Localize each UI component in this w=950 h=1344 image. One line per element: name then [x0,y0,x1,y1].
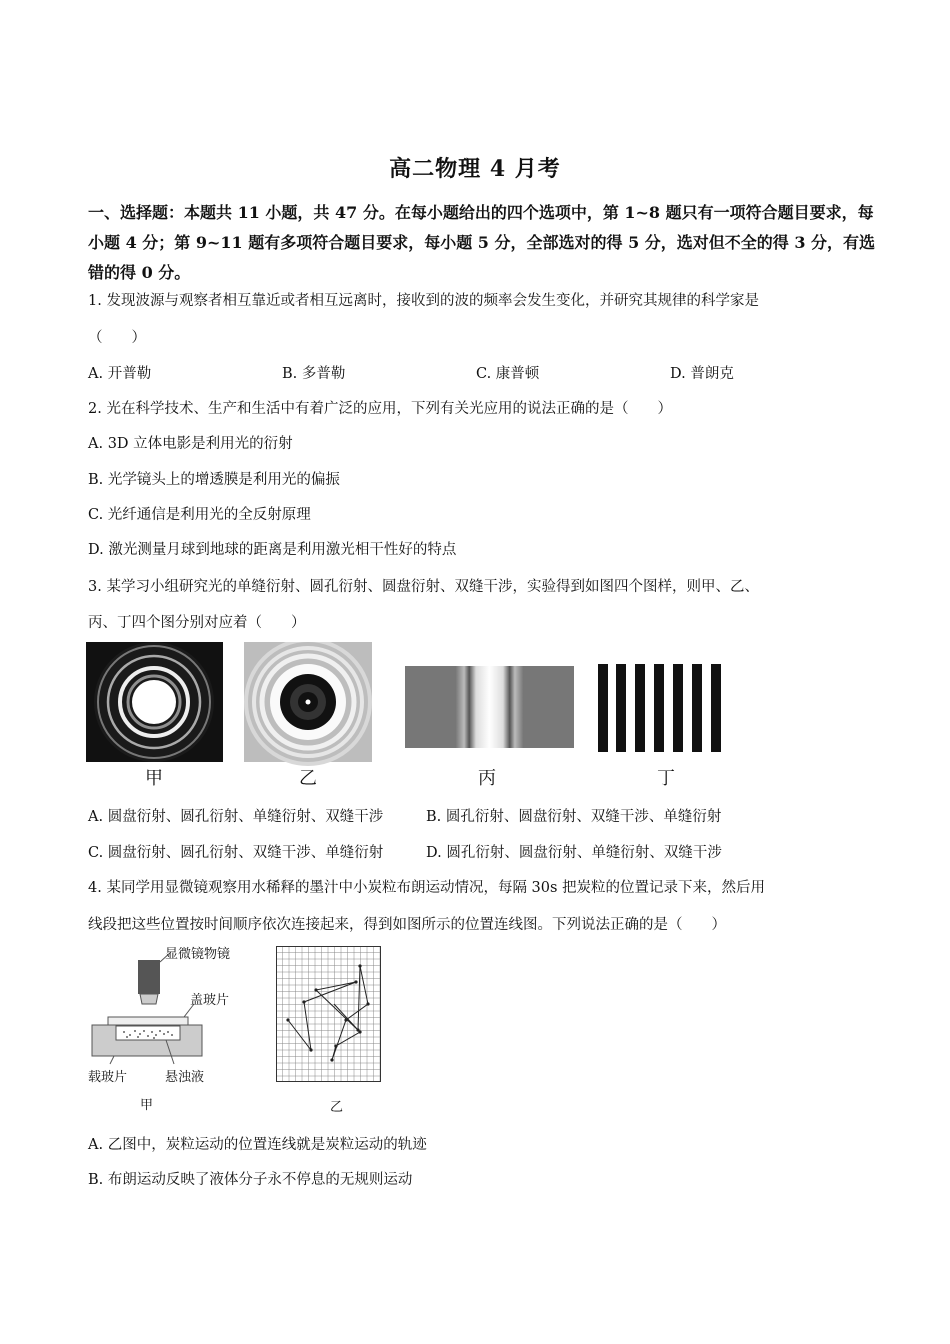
q4-stem-line2: 线段把这些位置按时间顺序依次连接起来，得到如图所示的位置连线图。下列说法正确的是（ ） [88,917,726,933]
label-slide: 载玻片 [88,1070,128,1085]
page-title: 高二物理 4 月考 [389,156,561,182]
diffraction-figures [86,642,726,792]
q1-option-c[interactable]: C. 康普顿 [476,366,540,382]
q1-stem-line2: （ ） [88,330,146,346]
q2-option-a[interactable]: A. 3D 立体电影是利用光的衍射 [88,436,293,452]
q3-stem-line1: 3. 某学习小组研究光的单缝衍射、圆孔衍射、圆盘衍射、双缝干涉，实验得到如图四个图样，则甲、乙、 [88,579,759,595]
q3-option-a[interactable]: A. 圆盘衍射、圆孔衍射、单缝衍射、双缝干涉 [88,809,384,825]
q1-option-b[interactable]: B. 多普勒 [282,366,346,382]
q3-option-d[interactable]: D. 圆孔衍射、圆盘衍射、单缝衍射、双缝干涉 [426,845,722,861]
caption-fig-yi: 乙 [330,1100,344,1115]
q3-option-c[interactable]: C. 圆盘衍射、圆孔衍射、双缝干涉、单缝衍射 [88,845,384,861]
q2-option-c[interactable]: C. 光纤通信是利用光的全反射原理 [88,507,311,523]
q1-option-d[interactable]: D. 普朗克 [670,366,734,382]
q3-stem-line2: 丙、丁四个图分别对应着（ ） [88,615,306,631]
q1-option-a[interactable]: A. 开普勒 [88,366,152,382]
figure-jia-rings [94,642,214,762]
brownian-grid [276,946,382,1084]
q2-option-d[interactable]: D. 激光测量月球到地球的距离是利用激光相干性好的特点 [88,542,457,558]
label-liquid: 悬浊液 [165,1070,205,1085]
q3-option-b[interactable]: B. 圆孔衍射、圆盘衍射、双缝干涉、单缝衍射 [426,809,722,825]
caption-bing: 丙 [478,768,496,789]
q2-stem: 2. 光在科学技术、生产和生活中有着广泛的应用，下列有关光应用的说法正确的是（ ） [88,401,672,417]
figure-ding [598,664,721,752]
q4-option-b[interactable]: B. 布朗运动反映了液体分子永不停息的无规则运动 [88,1172,413,1188]
figure-bing [405,666,574,748]
label-objective: 显微镜物镜 [165,947,231,962]
caption-jia: 甲 [145,768,163,789]
caption-ding: 丁 [657,768,675,789]
label-cover-glass: 盖玻片 [190,993,230,1008]
caption-fig-jia: 甲 [140,1098,154,1113]
q1-stem-line1: 1. 发现波源与观察者相互靠近或者相互远离时，接收到的波的频率会发生变化，并研究其规律的科学家是 [88,293,759,309]
q4-stem-line1: 4. 某同学用显微镜观察用水稀释的墨汁中小炭粒布朗运动情况，每隔 30s 把炭粒的位置记录下来，然后用 [88,880,766,896]
q2-option-b[interactable]: B. 光学镜头上的增透膜是利用光的偏振 [88,472,340,488]
caption-yi: 乙 [299,768,317,789]
q4-option-a[interactable]: A. 乙图中，炭粒运动的位置连线就是炭粒运动的轨迹 [88,1137,427,1153]
section-heading: 一、选择题：本题共 11 小题，共 47 分。在每小题给出的四个选项中，第 1~8 题只有一项符合题目要求，每小题 4 分；第 9~11 题有多项符合题目要求，每小题 5 分，全部选对的得 5 分，选对但不全的得 3 分，有选错的得 0 分。 [88,203,876,282]
